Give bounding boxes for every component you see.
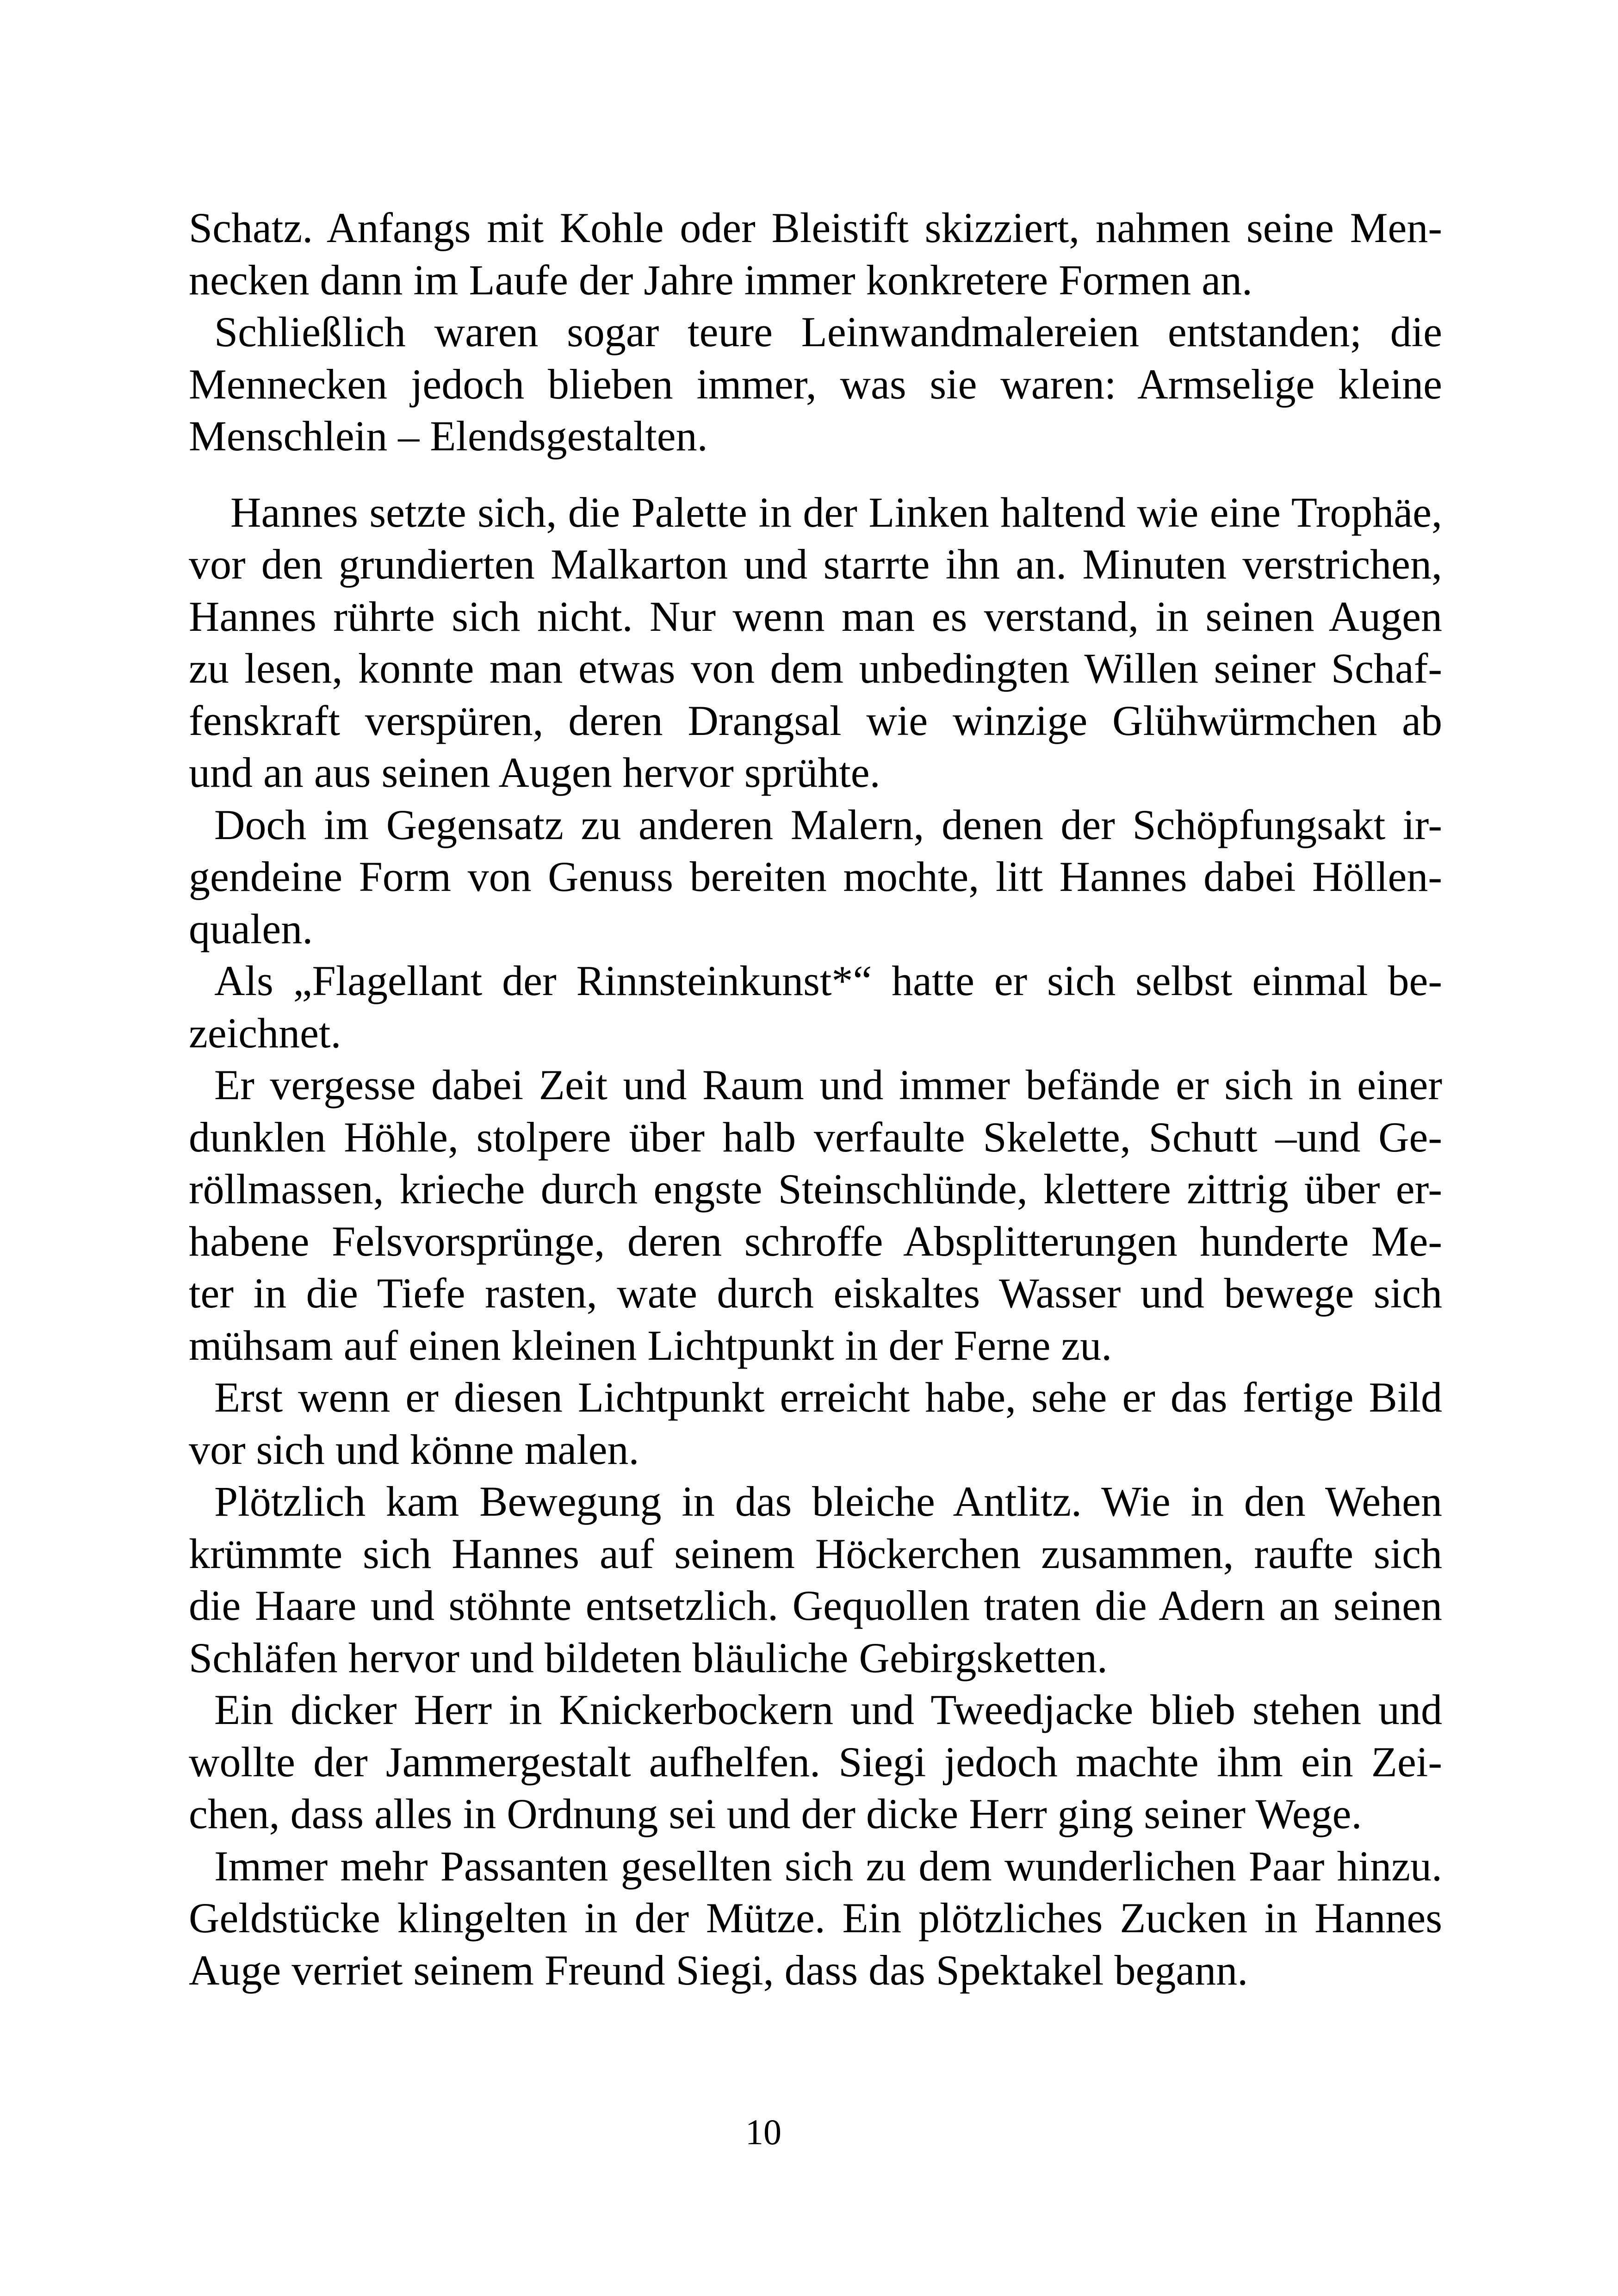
paragraph xyxy=(189,202,1442,306)
paragraph xyxy=(189,799,1442,955)
text-line: vor den grundierten Malkarton und starrte ihn an. Minuten verstrichen, xyxy=(189,541,1442,588)
paragraph xyxy=(189,486,1442,799)
paragraph xyxy=(189,306,1442,462)
text-line: Als „Flagellant der Rinnsteinkunst*“ hatte er sich selbst einmal be- xyxy=(214,957,1442,1004)
text-line: Geldstücke klingelten in der Mütze. Ein plötzliches Zucken in Hannes xyxy=(189,1894,1442,1941)
paragraph xyxy=(189,1684,1442,1840)
page-number: 10 xyxy=(745,2112,781,2152)
paragraph xyxy=(189,1059,1442,1371)
text-line: dunklen Höhle, stolpere über halb verfaulte Skelette, Schutt –und Ge- xyxy=(189,1113,1442,1161)
text-line: wollte der Jammergestalt aufhelfen. Siegi jedoch machte ihm ein Zei- xyxy=(189,1738,1442,1786)
text-line: Menschlein – Elendsgestalten. xyxy=(189,412,708,460)
text-line: krümmte sich Hannes auf seinem Höckerchen zusammen, raufte sich xyxy=(189,1530,1442,1577)
text-line: die Haare und stöhnte entsetzlich. Gequollen traten die Adern an seinen xyxy=(189,1582,1442,1629)
paragraph xyxy=(189,1371,1442,1475)
text-line: Doch im Gegensatz zu anderen Malern, denen der Schöpfungsakt ir- xyxy=(214,801,1442,848)
text-line: zeichnet. xyxy=(189,1009,341,1057)
page-text xyxy=(189,202,1442,1996)
text-line: Auge verriet seinem Freund Siegi, dass das Spektakel begann. xyxy=(189,1946,1248,1994)
text-line: Hannes setzte sich, die Palette in der Linken haltend wie eine Trophäe, xyxy=(230,488,1442,536)
text-line: Schläfen hervor und bildeten bläuliche Gebirgsketten. xyxy=(189,1634,1108,1681)
text-line: necken dann im Laufe der Jahre immer konkretere Formen an. xyxy=(189,256,1253,304)
text-line: chen, dass alles in Ordnung sei und der dicke Herr ging seiner Wege. xyxy=(189,1790,1362,1837)
text-line: mühsam auf einen kleinen Lichtpunkt in der Ferne zu. xyxy=(189,1321,1112,1369)
text-line: qualen. xyxy=(189,905,313,952)
text-line: Plötzlich kam Bewegung in das bleiche Antlitz. Wie in den Wehen xyxy=(214,1478,1442,1525)
paragraph xyxy=(189,1840,1442,1997)
text-line: Hannes rührte sich nicht. Nur wenn man es verstand, in seinen Augen xyxy=(189,592,1442,640)
text-line: Schließlich waren sogar teure Leinwandmalereien entstanden; die xyxy=(214,308,1442,355)
paragraph xyxy=(189,955,1442,1059)
text-line: gendeine Form von Genuss bereiten mochte, litt Hannes dabei Höllen- xyxy=(189,853,1442,900)
text-line: Er vergesse dabei Zeit und Raum und immer befände er sich in einer xyxy=(214,1061,1442,1108)
paragraph xyxy=(189,1475,1442,1684)
text-line: ter in die Tiefe rasten, wate durch eiskaltes Wasser und bewege sich xyxy=(189,1269,1442,1317)
text-line: fenskraft verspüren, deren Drangsal wie winzige Glühwürmchen ab xyxy=(189,697,1442,744)
text-line: Erst wenn er diesen Lichtpunkt erreicht habe, sehe er das fertige Bild xyxy=(214,1374,1442,1421)
text-line: röllmassen, krieche durch engste Steinschlünde, klettere zittrig über er- xyxy=(189,1165,1442,1213)
text-line: vor sich und könne malen. xyxy=(189,1425,639,1473)
text-line: zu lesen, konnte man etwas von dem unbedingten Willen seiner Schaf- xyxy=(189,645,1442,692)
text-line: und an aus seinen Augen hervor sprühte. xyxy=(189,749,880,796)
text-line: Mennecken jedoch blieben immer, was sie waren: Armselige kleine xyxy=(189,360,1442,408)
text-line: Ein dicker Herr in Knickerbockern und Tweedjacke blieb stehen und xyxy=(214,1686,1442,1733)
text-line: habene Felsvorsprünge, deren schroffe Absplitterungen hunderte Me- xyxy=(189,1217,1442,1265)
text-line: Immer mehr Passanten gesellten sich zu dem wunderlichen Paar hinzu. xyxy=(214,1842,1442,1890)
text-line: Schatz. Anfangs mit Kohle oder Bleistift skizziert, nahmen seine Men- xyxy=(189,204,1442,251)
